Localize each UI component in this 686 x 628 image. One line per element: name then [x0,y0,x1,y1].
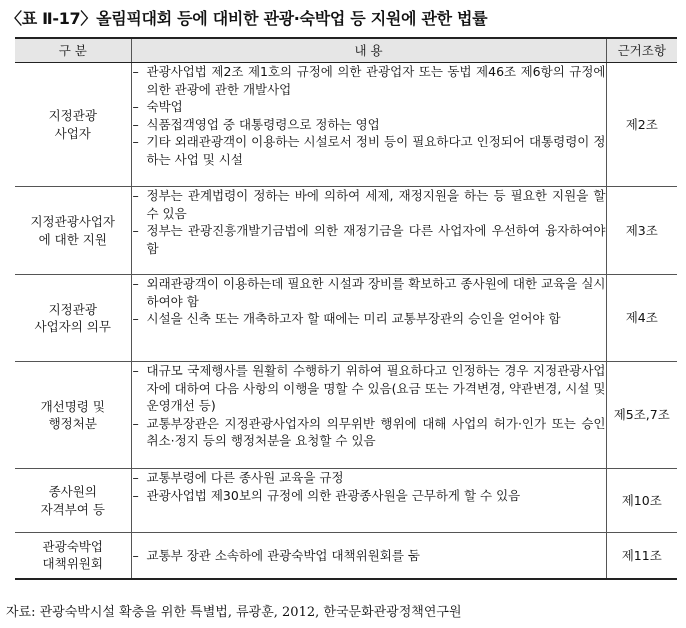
list-item: – 교통부 장관 소속하에 관광숙박업 대책위원회를 둠 [132,547,606,565]
list-item: – 숙박업 [132,98,606,116]
category-line: 지정관광 [48,108,97,123]
header-basis: 근거조항 [606,38,677,63]
list-item: – 관광사업법 제2조 제1호의 규정에 의한 관광업자 또는 동법 제46조 제6항의 규정에 의한 관광에 관한 개발사업 [132,63,606,98]
category-line: 관광숙박업 [42,538,103,554]
row-basis: 제4조 [606,275,677,362]
row-content [131,533,606,579]
header-category: 구 분 [15,38,131,63]
list-item: – 정부는 관계법령이 정하는 바에 의하여 세제, 재정지원을 하는 등 필요한 지원을 할 수 있음 [132,187,606,222]
source-note: 자료: 관광숙박시설 확충을 위한 특별법, 류광훈, 2012, 한국문화관광정책연구원 [6,605,462,620]
list-item: – 정부는 관광진흥개발기금법에 의한 재정기금을 다른 사업자에 우선하여 융자하여야 함 [132,222,606,257]
row-basis: 제11조 [606,533,677,579]
list-item: – 교통부령에 다른 종사원 교육을 규정 [132,469,606,487]
list-item: – 식품접객영업 중 대통령령으로 정하는 영업 [132,116,606,134]
list-item: – 교통부장관은 지정관광사업자의 의무위반 행위에 대해 사업의 허가·인가 또는 승인 취소·정지 등의 행정처분을 요청할 수 있음 [132,415,606,450]
content-list [132,275,606,328]
category-line: 개선명령 및 [40,398,105,414]
row-basis: 제10조 [606,469,677,533]
row-basis: 제5조,7조 [606,362,677,469]
row-content [131,275,606,362]
category-line: 자격부여 등 [40,501,105,517]
content-list [132,187,606,257]
content-list [132,362,606,450]
table-row [15,187,677,275]
row-content [131,63,606,187]
content-list [132,63,606,168]
row-content [131,469,606,533]
row-category [15,187,131,275]
table-row [15,469,677,533]
category-line: 에 대한 지원 [38,231,107,247]
category-line: 사업자의 의무 [34,319,111,334]
row-content [131,187,606,275]
category-line: 종사원의 [48,484,97,499]
category-line: 행정처분 [48,416,97,431]
law-table [15,37,677,580]
table-title: 〈표 Ⅱ-17〉올림픽대회 등에 대비한 관광·숙박업 등 지원에 관한 법률 [6,9,488,28]
row-category [15,275,131,362]
table-header-row [15,38,677,63]
content-list [132,547,606,565]
list-item: – 시설을 신축 또는 개축하고자 할 때에는 미리 교통부장관의 승인을 얻어야 함 [132,310,606,328]
list-item: – 대규모 국제행사를 원활히 수행하기 위하여 필요하다고 인정하는 경우 지정관광사업자에 대하여 다음 사항의 이행을 명할 수 있음(요금 또는 가격변경, 약관변경, 시설 및 운영개선 등) [132,362,606,415]
table-row [15,533,677,579]
category-line: 대책위원회 [42,556,103,572]
category-line: 지정관광 [48,301,97,317]
row-category [15,469,131,533]
content-list [132,469,606,504]
header-content: 내 용 [131,38,606,63]
row-basis: 제2조 [606,63,677,187]
table-row [15,362,677,469]
row-category [15,533,131,579]
row-basis: 제3조 [606,187,677,275]
row-content [131,362,606,469]
list-item: – 기타 외래관광객이 이용하는 시설로서 정비 등이 필요하다고 인정되어 대통령령이 정하는 사업 및 시설 [132,133,606,168]
category-line: 지정관광사업자 [30,214,116,229]
row-category [15,63,131,187]
list-item: – 관광사업법 제30보의 규정에 의한 관광종사원을 근무하게 할 수 있음 [132,487,606,505]
row-category [15,362,131,469]
category-line: 사업자 [54,125,91,141]
table-row [15,63,677,187]
list-item: – 외래관광객이 이용하는데 필요한 시설과 장비를 확보하고 종사원에 대한 교육을 실시하여야 함 [132,275,606,310]
table-row [15,275,677,362]
